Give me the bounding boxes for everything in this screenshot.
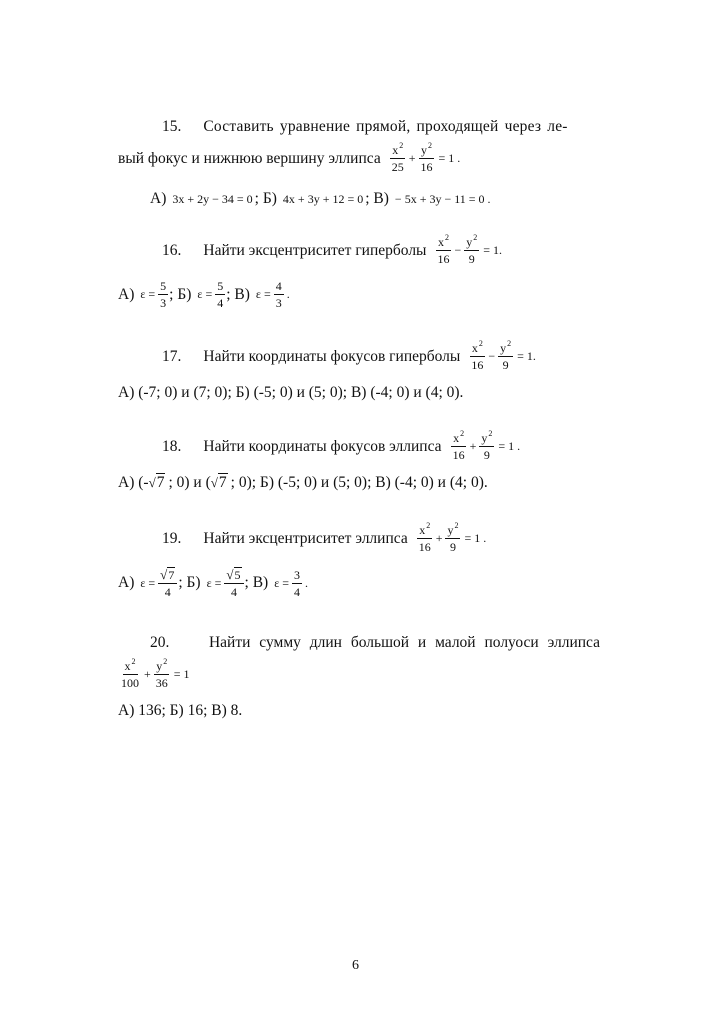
q18-operator: +: [469, 439, 477, 453]
q19-option-a-eps: ε =: [140, 575, 156, 590]
q20-line2: [118, 657, 190, 690]
q16-option-a-eps: ε =: [140, 287, 156, 301]
q15-equals: = 1 .: [438, 151, 461, 165]
q15-line2: [118, 141, 461, 174]
q19-option-a-fraction: $\frac{√7}{4}$: [158, 568, 177, 598]
q18-number: 18.: [162, 437, 182, 455]
q15-fraction-x: $\frac{x^2}{25}$: [391, 141, 404, 174]
q20-fraction-y: $\frac{y^2}{36}$: [155, 657, 168, 690]
q15-option-c-label: ; В): [365, 190, 389, 207]
q18-line1: [162, 429, 521, 462]
q16-option-a-fraction: $\frac{5}{3}$: [160, 279, 167, 310]
q20-number: 20.: [150, 634, 170, 651]
q18-fraction-y: $\frac{y^2}{9}$: [481, 429, 493, 462]
q15-fraction-y: $\frac{y^2}{16}$: [420, 141, 433, 174]
q15-option-a-label: А): [150, 190, 167, 207]
page-number: 6: [352, 958, 359, 973]
q19-text: Найти эксцентриситет эллипса: [203, 529, 408, 547]
q16-fraction-y: $\frac{y^2}{9}$: [466, 233, 478, 266]
q19-period: .: [305, 575, 309, 590]
q20-answer-text: А) 136; Б) 16; В) 8.: [118, 702, 243, 719]
q20-fraction-x: $\frac{x^2}{100}$: [121, 657, 139, 690]
q15-number: 15.: [162, 118, 182, 135]
q18-answer-prefix: А) (-: [118, 474, 149, 491]
q18-sqrt-2: √7: [210, 474, 227, 491]
q16-option-b-label: ; Б): [169, 285, 192, 303]
q19-equals: = 1 .: [464, 531, 487, 545]
q16-fraction-x: $\frac{x^2}{16}$: [437, 233, 450, 266]
q16-option-c-fraction: $\frac{4}{3}$: [275, 279, 282, 310]
q17-operator: −: [488, 349, 496, 363]
q17-answers: [118, 384, 463, 402]
q17-answer-text: А) (-7; 0) и (7; 0); Б) (-5; 0) и (5; 0); В) (-4; 0) и (4; 0).: [118, 384, 464, 401]
q20-answers: [118, 702, 242, 720]
q16-operator: −: [454, 243, 462, 257]
q17-number: 17.: [162, 347, 182, 365]
q16-option-b-fraction: $\frac{5}{4}$: [217, 279, 224, 310]
q19-option-b-fraction: $\frac{√5}{4}$: [224, 568, 243, 598]
q20-text: Найти сумму длин большой и малой полуоси эллипса: [208, 634, 600, 651]
q16-number: 16.: [162, 241, 182, 259]
q16-equals: = 1.: [483, 243, 503, 257]
q20-equals: = 1: [173, 667, 190, 681]
q15-option-c: − 5x + 3y − 11 = 0 .: [394, 191, 491, 206]
q16-option-b-eps: ε =: [197, 287, 213, 301]
q19-option-b-eps: ε =: [206, 575, 222, 590]
q15-answers: [150, 190, 491, 208]
q17-line1: [162, 339, 536, 372]
q19-option-c-fraction: $\frac{3}{4}$: [294, 567, 301, 599]
q15-operator: +: [408, 151, 416, 165]
q19-line1: [162, 521, 487, 554]
q19-option-a-label: А): [118, 574, 135, 591]
q19-fraction-y: $\frac{y^2}{9}$: [447, 521, 459, 554]
q20-operator: +: [144, 667, 151, 681]
q17-equals: = 1.: [517, 349, 536, 363]
q16-period: .: [286, 287, 290, 301]
q15-text2: вый фокус и нижнюю вершину эллипса: [118, 149, 381, 167]
q18-answer-suffix: ; 0); Б) (-5; 0) и (5; 0); В) (-4; 0) и (4; 0).: [230, 474, 488, 491]
q19-operator: +: [435, 531, 443, 545]
q19-answers: [118, 568, 308, 598]
q18-fraction-x: $\frac{x^2}{16}$: [452, 429, 465, 462]
q16-option-c-eps: ε =: [255, 287, 271, 301]
q19-option-c-eps: ε =: [274, 575, 290, 590]
q19-option-c-label: ; В): [244, 574, 269, 591]
q19-number: 19.: [162, 529, 182, 547]
q16-answers: [118, 280, 290, 309]
q20-line1: [150, 634, 600, 652]
q17-fraction-x: $\frac{x^2}{16}$: [471, 339, 484, 372]
q18-answers: [118, 474, 488, 492]
q18-answer-mid: ; 0) и (: [168, 474, 211, 491]
q17-text: Найти координаты фокусов гиперболы: [203, 347, 461, 365]
q16-option-a-label: А): [118, 285, 135, 303]
q18-equals: = 1 .: [498, 439, 521, 453]
q18-sqrt-1: √7: [148, 474, 165, 491]
q19-fraction-x: $\frac{x^2}{16}$: [418, 521, 431, 554]
q16-option-c-label: ; В): [226, 285, 250, 303]
q15-option-a: 3x + 2y − 34 = 0: [172, 191, 253, 206]
q19-option-b-label: ; Б): [178, 574, 201, 591]
q15-line1: [162, 118, 568, 136]
q16-text: Найти эксцентриситет гиперболы: [203, 241, 427, 259]
q17-fraction-y: $\frac{y^2}{9}$: [500, 339, 512, 372]
q15-option-b-label: ; Б): [254, 190, 277, 207]
q18-text: Найти координаты фокусов эллипса: [203, 437, 442, 455]
q15-text1: Составить уравнение прямой, проходящей через ле-: [203, 118, 568, 135]
q15-option-b: 4x + 3y + 12 = 0: [282, 191, 364, 206]
q16-line1: [162, 233, 503, 266]
